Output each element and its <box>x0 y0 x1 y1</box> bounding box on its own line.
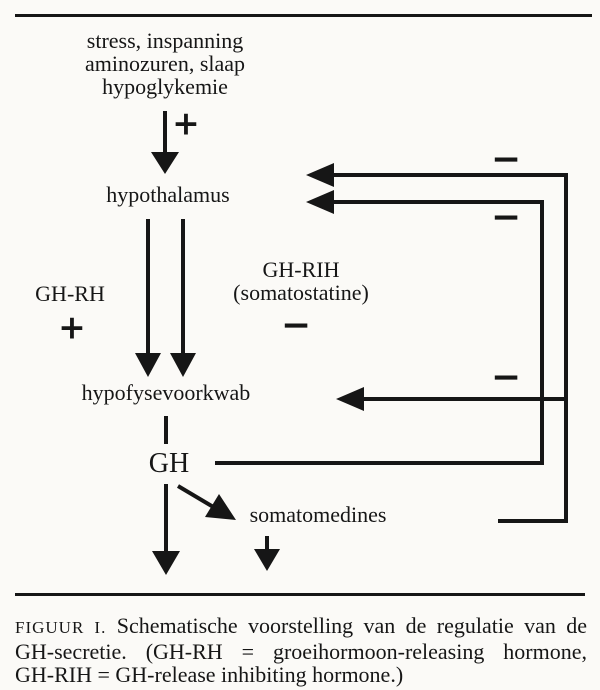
gh-feedback-arrowhead-left <box>306 190 334 214</box>
stimuli-line-3: hypoglykemie <box>102 74 228 99</box>
figure-caption <box>15 614 587 687</box>
plus-sign-stimulus: + <box>172 103 200 143</box>
stimuli-line-2: aminozuren, slaap <box>84 51 246 76</box>
ghrih-synonym: (somatostatine) <box>233 280 369 305</box>
label-ghrih <box>233 258 369 304</box>
caption-line-1 <box>15 614 587 640</box>
minus-sign-outer-loop: − <box>490 139 522 180</box>
minus-sign-inner-loop: − <box>490 197 522 238</box>
ghrh-release-arrowhead-down <box>135 353 161 377</box>
caption-line-2: GH-secretie. (GH-RH = groeihormoon-releasing hormone, <box>15 638 587 664</box>
minus-sign-ghrih: − <box>280 305 312 346</box>
somatomedin-effect-arrowhead-down <box>254 549 280 571</box>
somatomedin-feedback-loop-line <box>322 175 566 521</box>
somatomedin-feedback-arrowhead-left <box>306 163 334 187</box>
stimulus-arrowhead-down <box>151 152 179 174</box>
ghrih-name: GH-RIH <box>262 257 340 282</box>
caption-line-1-text: Schematische voorstelling van de regulatie van de <box>116 613 588 638</box>
caption-line-3: GH-RIH = GH-release inhibiting hormone.) <box>15 662 404 687</box>
stimuli-line-1: stress, inspanning <box>86 28 244 53</box>
node-hypothalamus: hypothalamus <box>106 182 230 207</box>
gh-feedback-loop-line <box>215 197 542 463</box>
plus-sign-ghrh: + <box>58 307 86 347</box>
pituitary-feedback-arrowhead-left <box>336 387 364 411</box>
node-anterior-pituitary: hypofysevoorkwab <box>81 380 251 405</box>
stimuli-label <box>85 29 245 98</box>
gh-somatomedin-arrow-shaft <box>178 486 215 508</box>
node-growth-hormone: GH <box>148 448 190 479</box>
bottom-rule-divider <box>15 593 585 596</box>
gh-effect-arrowhead-down <box>152 551 180 575</box>
ghrih-release-arrowhead-down <box>170 353 196 377</box>
figure-number-label: FIGUUR I. <box>15 618 107 637</box>
minus-sign-pituitary-branch: − <box>490 357 522 398</box>
label-ghrh: GH-RH <box>35 281 105 306</box>
node-somatomedins: somatomedines <box>249 502 387 527</box>
